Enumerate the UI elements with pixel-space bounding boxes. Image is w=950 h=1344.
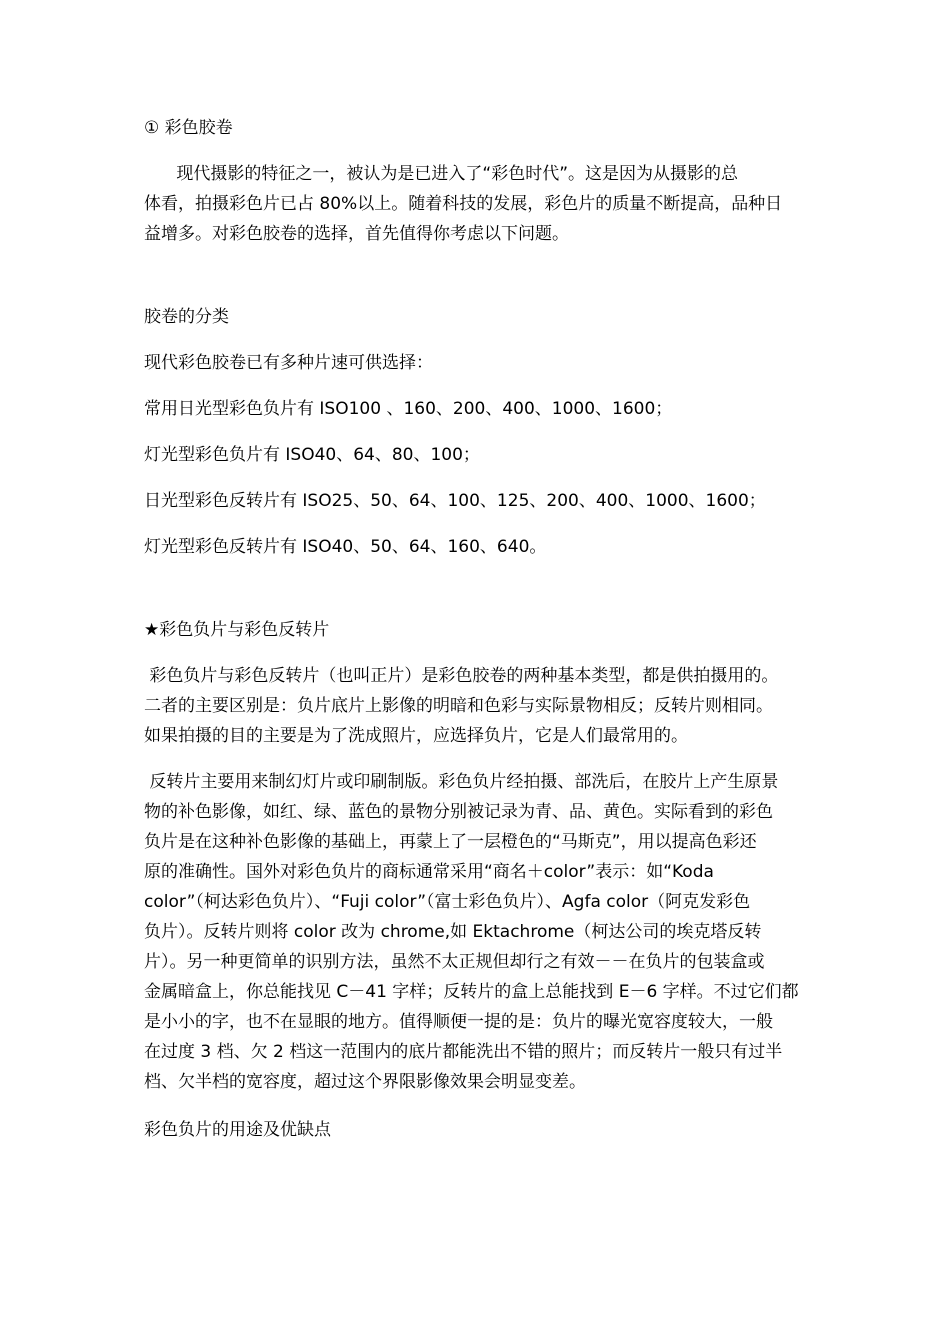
intro-line: 益增多。对彩色胶卷的选择，首先值得你考虑以下问题。 — [144, 224, 569, 244]
classification-heading: 胶卷的分类 — [144, 307, 229, 327]
paragraph-line: 负片）。反转片则将 color 改为 chrome,如 Ektachrome（柯达公司的埃克塔反转 — [144, 922, 762, 942]
classification-lead: 现代彩色胶卷已有多种片速可供选择： — [144, 353, 433, 373]
paragraph-line: 如果拍摄的目的主要是为了洗成照片，应选择负片，它是人们最常用的。 — [144, 726, 688, 746]
classification-item: 灯光型彩色反转片有 ISO40、50、64、160、640。 — [144, 537, 547, 557]
negative-vs-reversal-paragraph-1 — [144, 661, 819, 751]
paragraph-line: 是小小的字，也不在显眼的地方。值得顺便一提的是：负片的曝光宽容度较大，一般 — [144, 1012, 773, 1032]
negative-vs-reversal-heading: ★彩色负片与彩色反转片 — [144, 620, 330, 640]
paragraph-line: 在过度 3 档、欠 2 档这一范围内的底片都能洗出不错的照片；而反转片一般只有过半 — [144, 1042, 783, 1062]
paragraph-line: 物的补色影像，如红、绿、蓝色的景物分别被记录为青、品、黄色。实际看到的彩色 — [144, 802, 773, 822]
paragraph-line: 原的准确性。国外对彩色负片的商标通常采用“商名＋color”表示：如“Koda — [144, 862, 714, 882]
intro-paragraph — [144, 159, 819, 249]
intro-line: 现代摄影的特征之一，被认为是已进入了“彩色时代”。这是因为从摄影的总 — [144, 164, 739, 184]
intro-line: 体看，拍摄彩色片已占 80%以上。随着科技的发展，彩色片的质量不断提高，品种日 — [144, 194, 783, 214]
paragraph-line: 金属暗盒上，你总能找见 C－41 字样；反转片的盒上总能找到 E－6 字样。不过它们都 — [144, 982, 799, 1002]
paragraph-line: 档、欠半档的宽容度，超过这个界限影像效果会明显变差。 — [144, 1072, 586, 1092]
paragraph-line: 彩色负片与彩色反转片（也叫正片）是彩色胶卷的两种基本类型，都是供拍摄用的。 — [144, 666, 779, 686]
classification-item: 常用日光型彩色负片有 ISO100 、160、200、400、1000、1600； — [144, 399, 673, 419]
classification-item: 灯光型彩色负片有 ISO40、64、80、100； — [144, 445, 480, 465]
paragraph-line: color”（柯达彩色负片）、“Fuji color”（富士彩色负片）、Agfa color（阿克发彩色 — [144, 892, 751, 912]
paragraph-line: 片）。另一种更简单的识别方法，虽然不太正规但却行之有效－－在负片的包装盒或 — [144, 952, 765, 972]
paragraph-line: 反转片主要用来制幻灯片或印刷制版。彩色负片经拍摄、部洗后，在胶片上产生原景 — [144, 772, 779, 792]
paragraph-line: 二者的主要区别是：负片底片上影像的明暗和色彩与实际景物相反；反转片则相同。 — [144, 696, 773, 716]
uses-heading: 彩色负片的用途及优缺点 — [144, 1120, 331, 1140]
paragraph-line: 负片是在这种补色影像的基础上，再蒙上了一层橙色的“马斯克”，用以提高色彩还 — [144, 832, 757, 852]
section-title: ① 彩色胶卷 — [144, 118, 233, 138]
negative-vs-reversal-paragraph-2 — [144, 767, 819, 1097]
classification-item: 日光型彩色反转片有 ISO25、50、64、100、125、200、400、1000、1600； — [144, 491, 766, 511]
